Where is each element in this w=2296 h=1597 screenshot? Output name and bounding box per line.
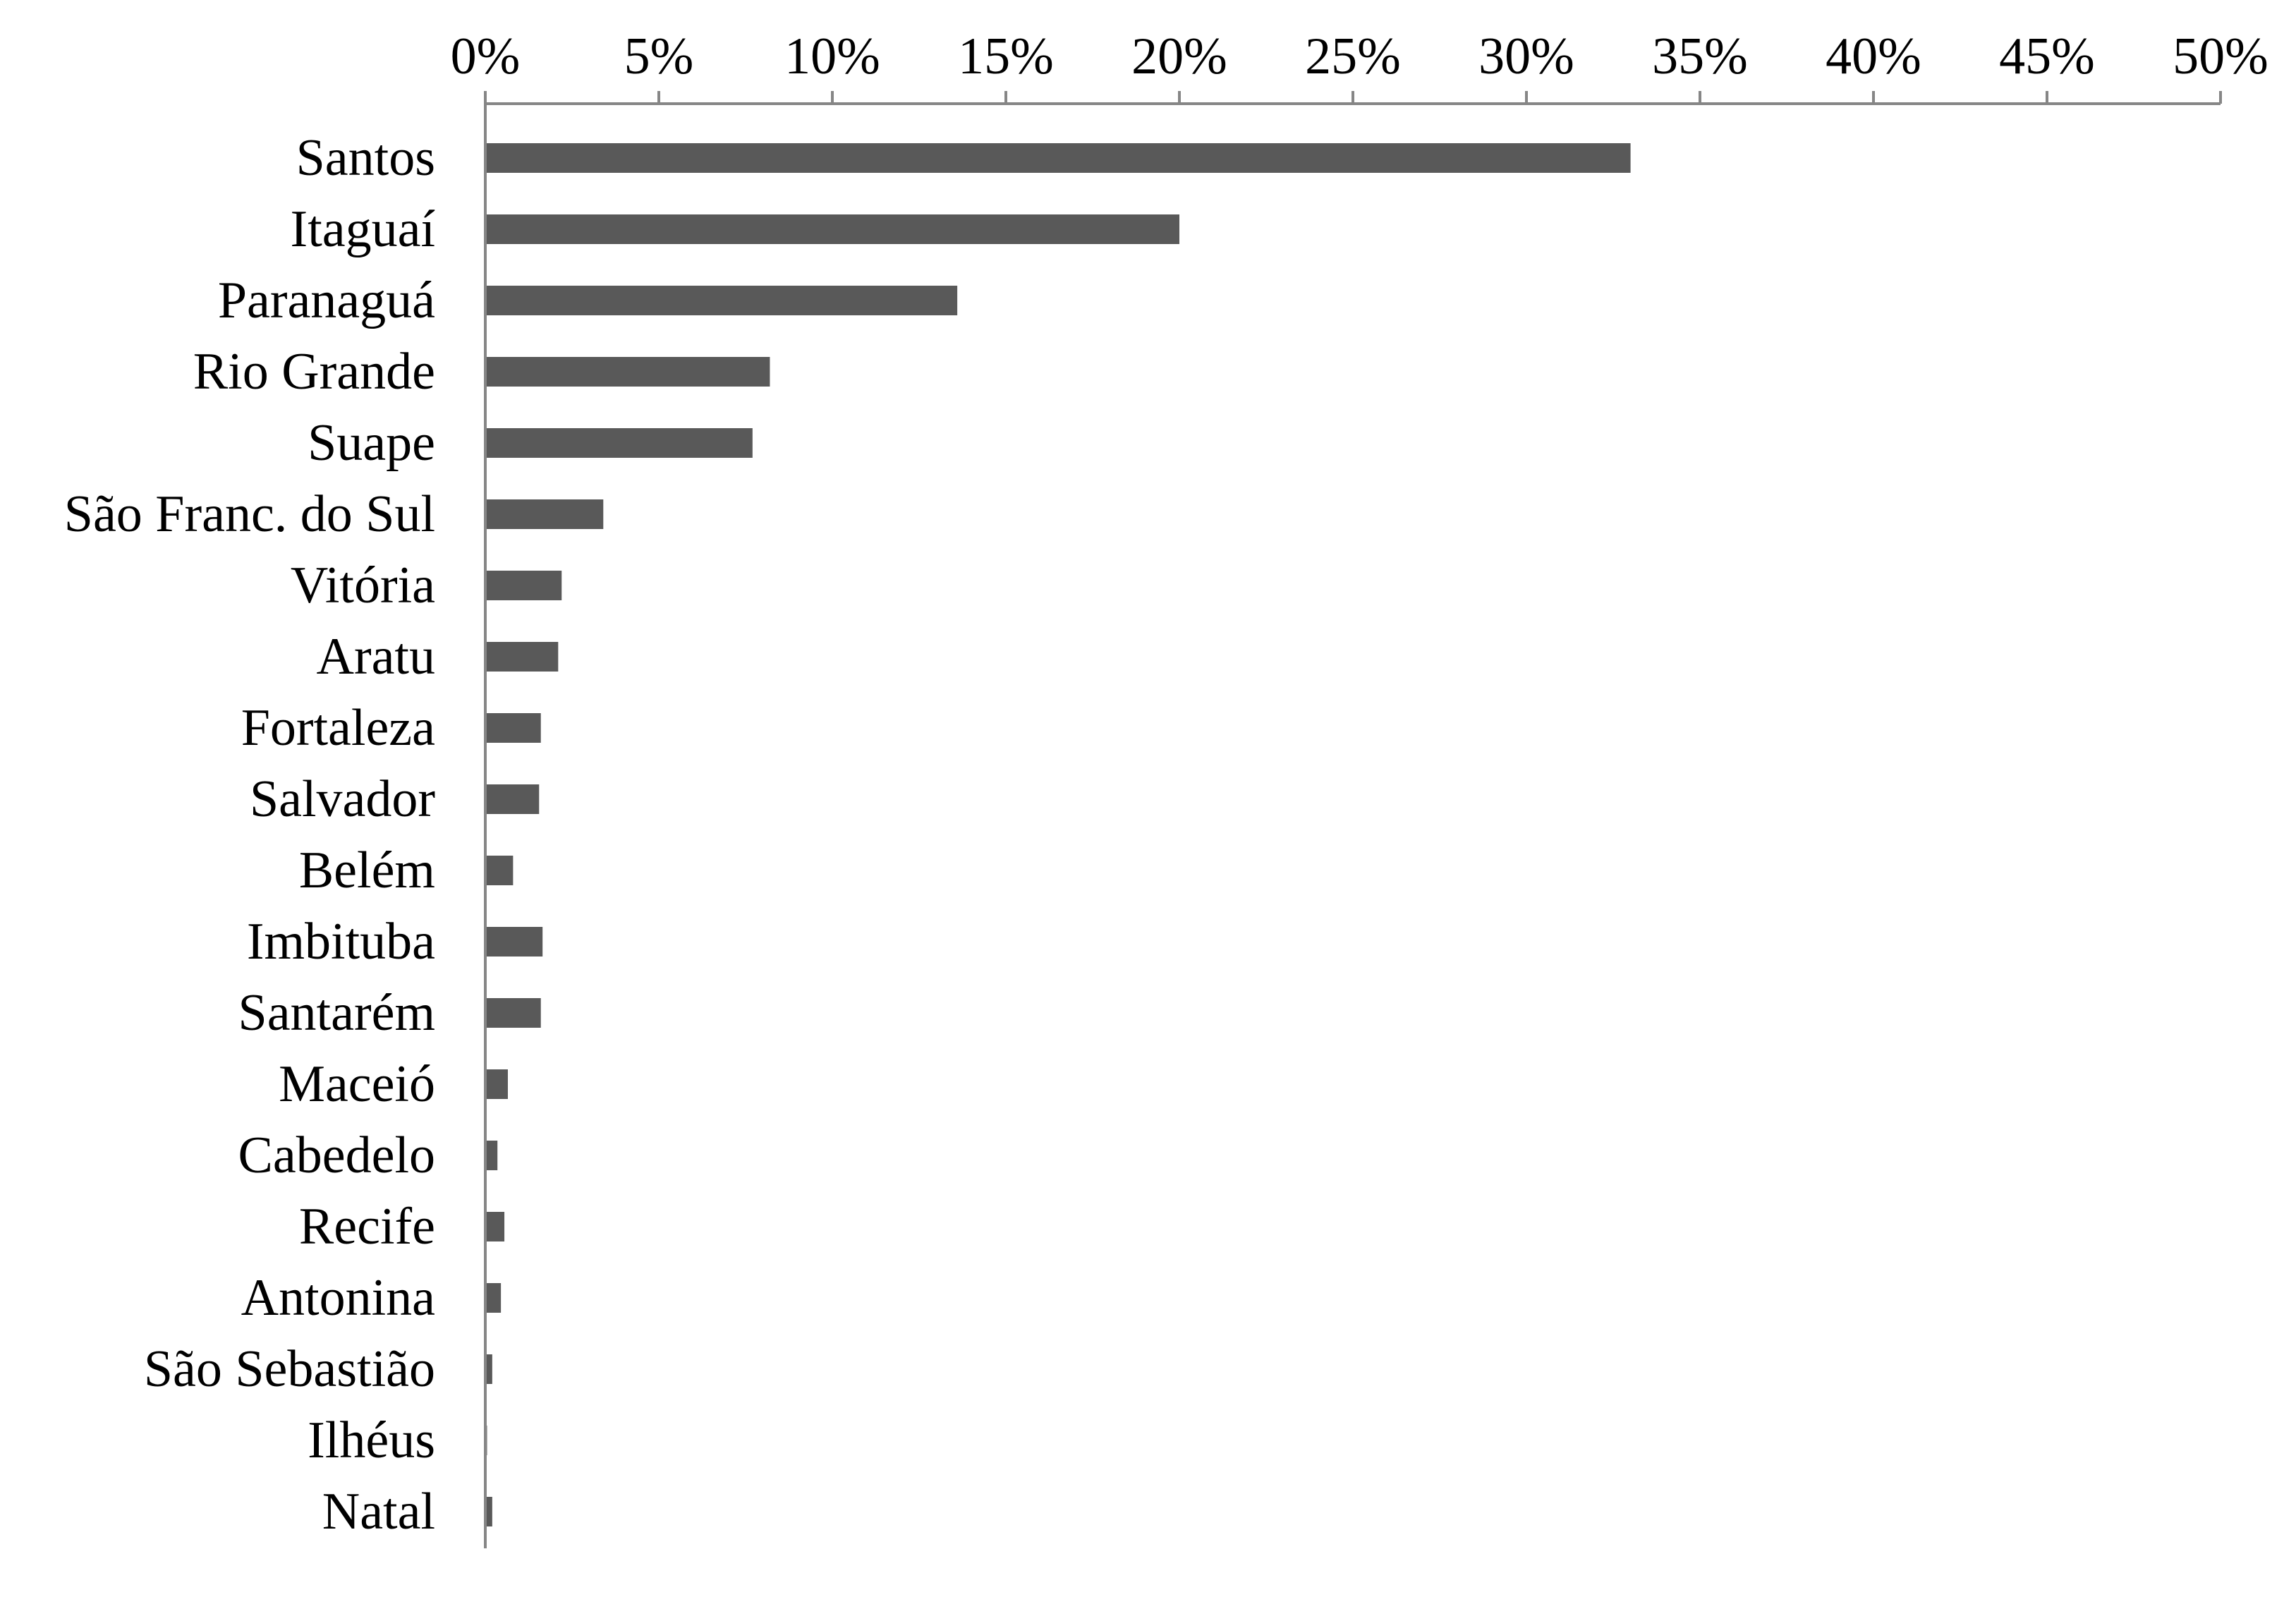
x-tick-label: 45% [1999,28,2095,85]
category-label: Belém [298,842,435,899]
category-labels-group [64,129,435,1541]
bar-9 [485,713,541,743]
category-label: Rio Grande [193,343,435,401]
x-tick-label: 35% [1652,28,1748,85]
bar-6 [485,499,603,529]
category-label: São Franc. do Sul [63,485,435,543]
category-label: Ilhéus [308,1411,435,1469]
bar-3 [485,286,957,315]
x-tick-label: 20% [1131,28,1227,85]
category-label: Paranaguá [217,272,435,329]
bar-7 [485,571,561,600]
x-tick-label: 10% [784,28,880,85]
bar-13 [485,998,541,1028]
x-tick-label: 0% [450,28,521,85]
x-tick-label: 50% [2173,28,2268,85]
x-tick-label: 40% [1826,28,1921,85]
bar-15 [485,1141,497,1170]
x-tick-label: 15% [958,28,1054,85]
bars-group [485,143,1631,1526]
category-label: Imbituba [246,913,435,971]
bar-12 [485,927,542,957]
bar-1 [485,143,1631,173]
bar-2 [485,214,1179,244]
bar-16 [485,1212,504,1241]
category-label: Maceió [279,1055,435,1113]
x-tick-label: 30% [1478,28,1574,85]
category-label: Natal [322,1483,435,1541]
x-tick-labels-group [451,28,2268,85]
category-label: Aratu [316,628,435,686]
category-label: Santos [296,129,435,187]
category-label: Santarém [238,984,435,1042]
category-label: São Sebastião [143,1340,435,1398]
category-label: Antonina [241,1269,435,1327]
bar-8 [485,642,558,672]
bar-5 [485,428,753,458]
bar-11 [485,856,513,885]
category-label: Salvador [249,770,435,828]
x-tick-label: 25% [1305,28,1401,85]
bar-17 [485,1283,501,1313]
bar-10 [485,784,539,814]
category-label: Suape [308,414,435,472]
category-label: Itaguaí [290,200,435,258]
category-label: Cabedelo [238,1127,435,1184]
bar-14 [485,1069,508,1099]
category-label: Fortaleza [241,699,435,757]
category-label: Vitória [290,557,435,614]
category-label: Recife [298,1198,435,1256]
bar-4 [485,357,770,387]
x-tick-label: 5% [624,28,694,85]
